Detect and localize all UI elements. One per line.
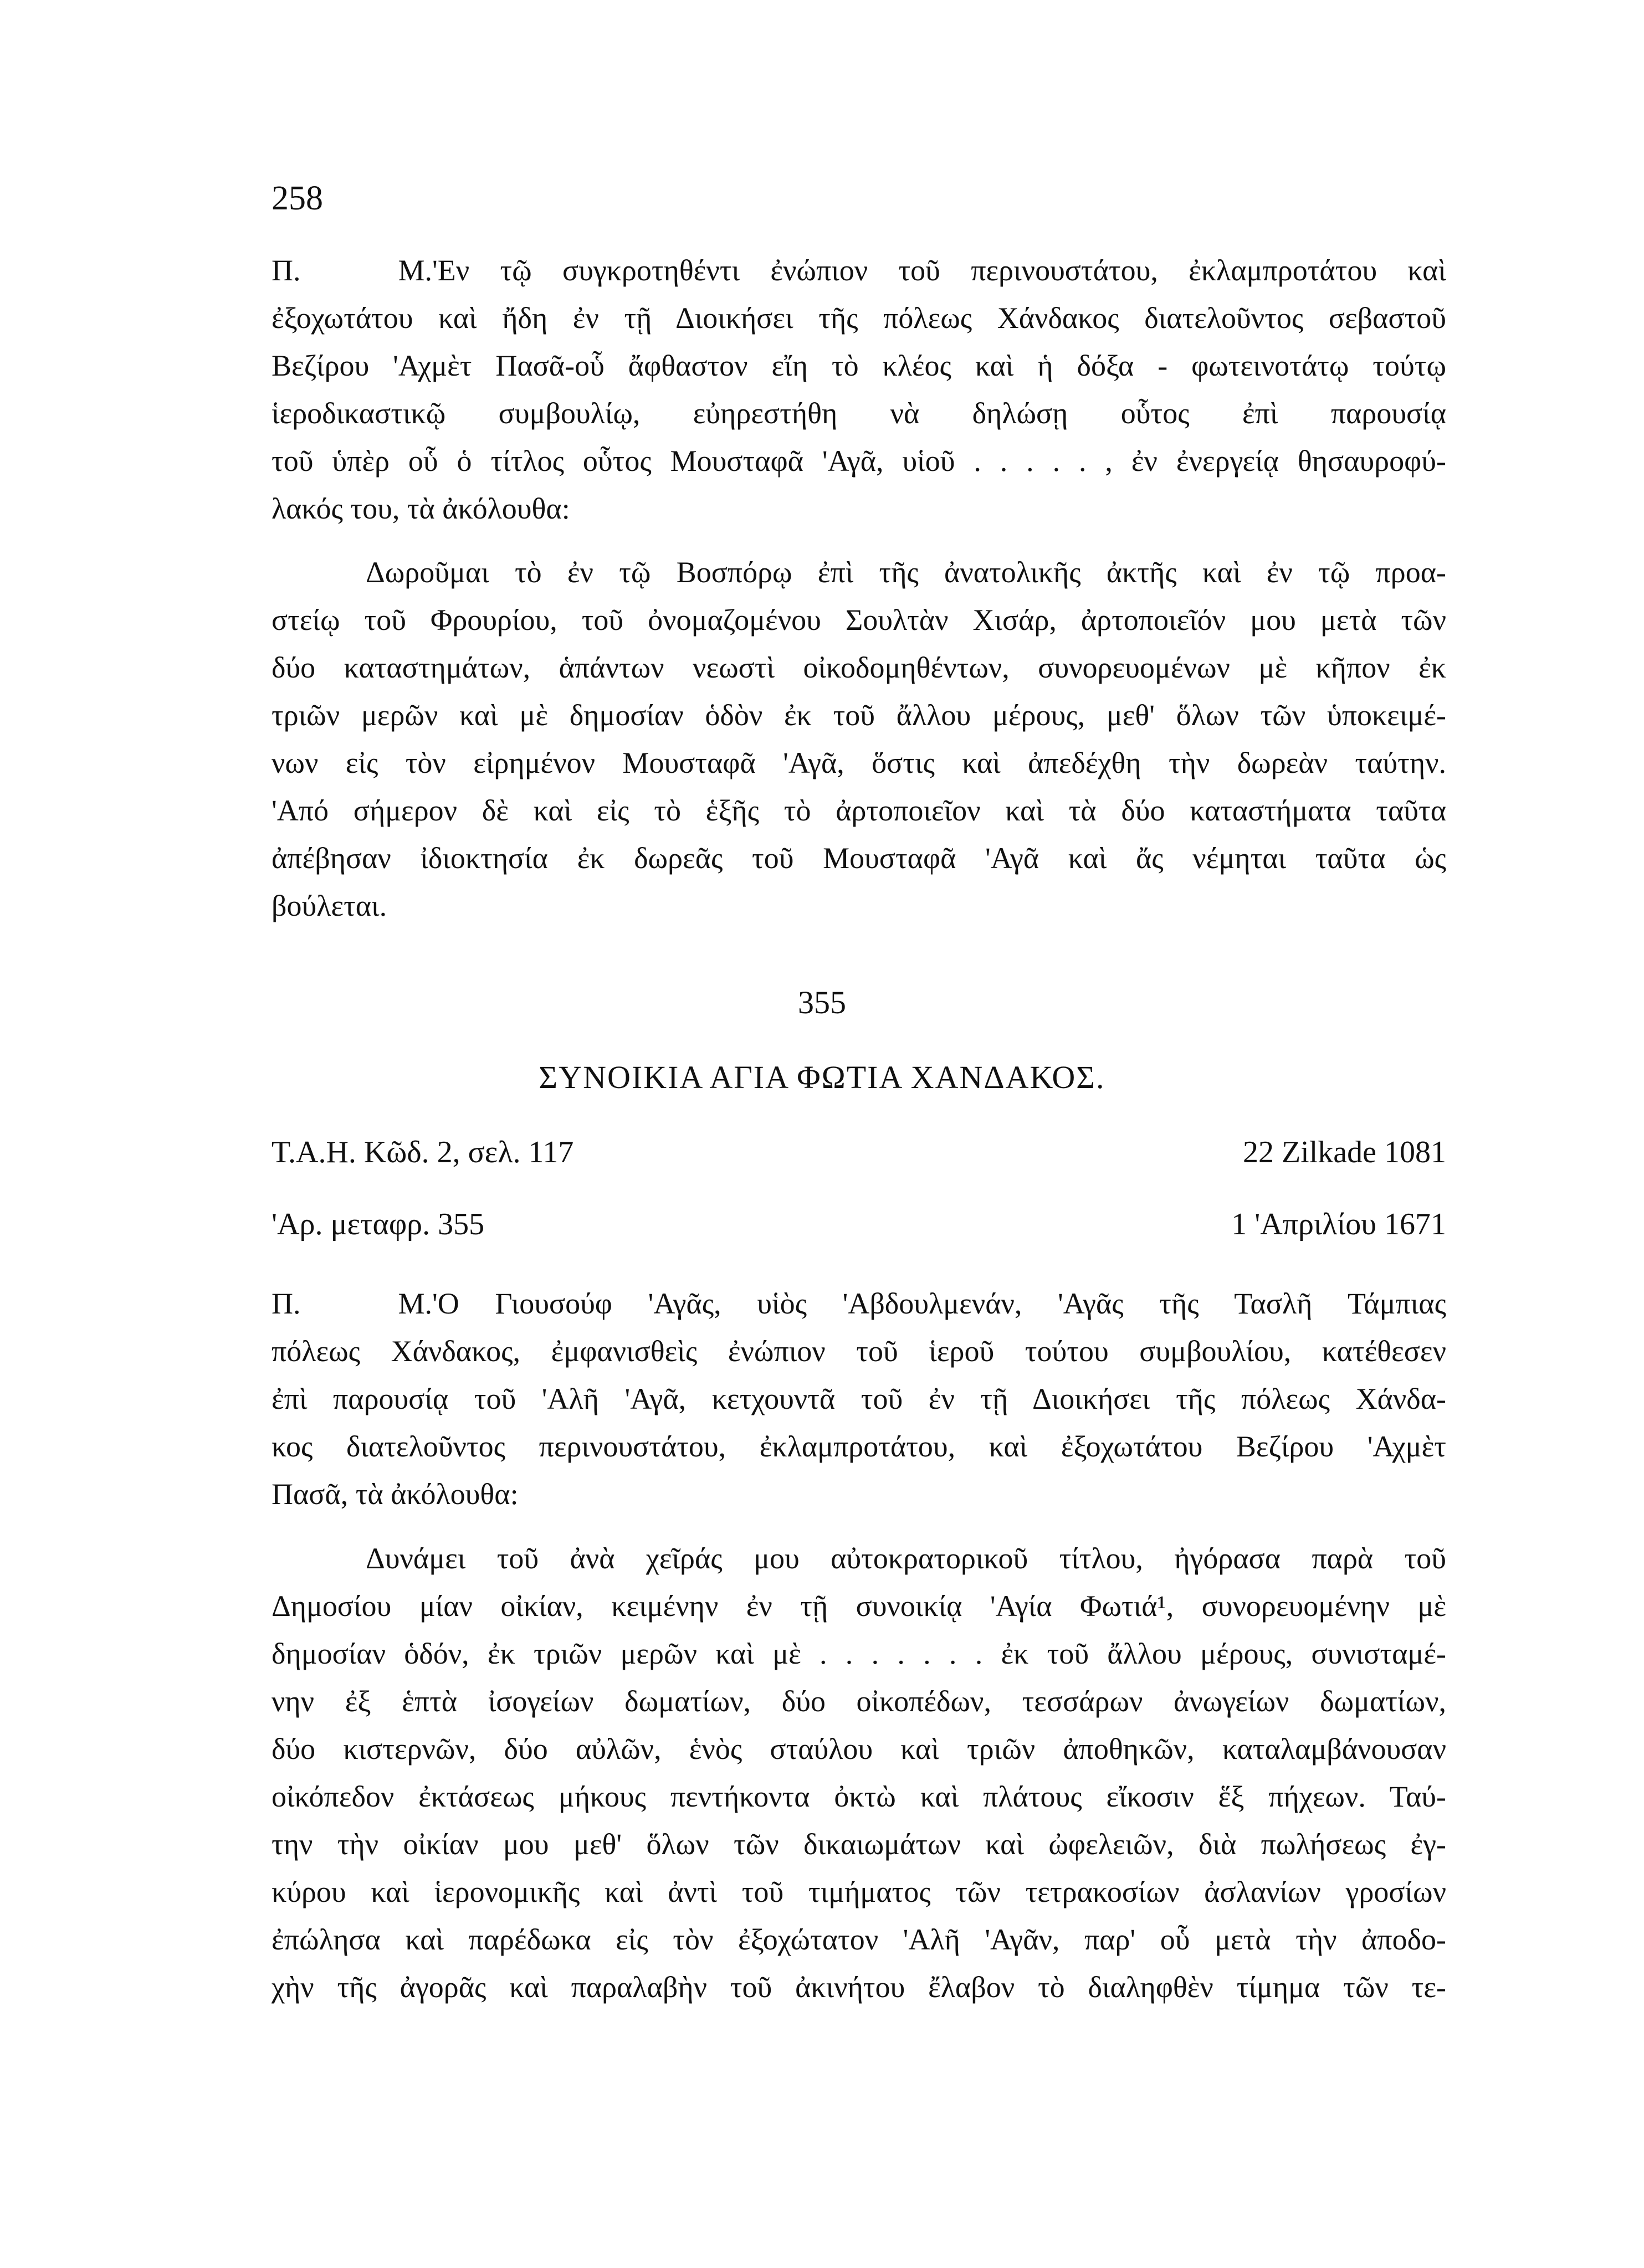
entry2-line-2: ἐπὶ παρουσίᾳ τοῦ 'Αλῆ 'Αγᾶ, κετχουντᾶ τοῦ ἐν τῇ Διοικήσει τῆς πόλεως Χάνδα- [272,1382,1446,1415]
entry2-label: Π. Μ. [272,1287,432,1320]
translation-number: 'Αρ. μεταφρ. 355 [272,1207,485,1241]
page-number: 258 [272,179,323,217]
quote2-line-6: την τὴν οἰκίαν μου μεθ' ὅλων τῶν δικαιωμάτων καὶ ὠφελειῶν, διὰ πωλήσεως ἐγ- [272,1828,1446,1861]
entry2-line-3: κος διατελοῦντος περινουστάτου, ἐκλαμπροτάτου, καὶ ἐξοχωτάτου Βεζίρου 'Αχμὲτ [272,1430,1446,1463]
quote2-line-2: δημοσίαν ὁδόν, ἐκ τριῶν μερῶν καὶ μὲ . . . . . . . ἐκ τοῦ ἄλλου μέρους, συνισταμέ- [272,1637,1446,1670]
quote1-line-1: στείῳ τοῦ Φρουρίου, τοῦ ὀνομαζομένου Σουλτὰν Χισάρ, ἀρτοποιεῖόν μου μετὰ τῶν [272,603,1446,637]
entry1-line-1: ἐξοχωτάτου καὶ ἤδη ἐν τῇ Διοικήσει τῆς πόλεως Χάνδακος διατελοῦντος σεβαστοῦ [272,301,1446,335]
quote-paragraph-1 [272,548,1446,930]
reference-row-2 [272,1202,1446,1246]
reference-row-1 [272,1130,1446,1174]
entry1-line-5: λακός του, τὰ ἀκόλουθα: [272,492,570,525]
entry1-text-0: 'Εν τῷ συγκροτηθέντι ἐνώπιον τοῦ περινουστάτου, ἐκλαμπροτάτου καὶ [432,254,1446,287]
quote2-line-8: ἐπώλησα καὶ παρέδωκα εἰς τὸν ἐξοχώτατον 'Αλῆ 'Αγᾶν, παρ' οὗ μετὰ τὴν ἀποδο- [272,1923,1446,1956]
entry2-line-1: πόλεως Χάνδακος, ἐμφανισθεὶς ἐνώπιον τοῦ ἱεροῦ τούτου συμβουλίου, κατέθεσεν [272,1335,1446,1368]
quote2-line-9: χὴν τῆς ἀγορᾶς καὶ παραλαβὴν τοῦ ἀκινήτου ἔλαβον τὸ διαληφθὲν τίμημα τῶν τε- [272,1971,1446,2004]
entry2-line-4: Πασᾶ, τὰ ἀκόλουθα: [272,1477,519,1511]
entry-paragraph-2 [272,1280,1446,1518]
quote1-line-2: δύο καταστημάτων, ἁπάντων νεωστὶ οἰκοδομηθέντων, συνορευομένων μὲ κῆπον ἐκ [272,651,1446,684]
entry1-line-4: τοῦ ὑπὲρ οὗ ὁ τίτλος οὗτος Μουσταφᾶ 'Αγᾶ, υἱοῦ . . . . . , ἐν ἐνεργείᾳ θησαυροφύ- [272,444,1446,478]
quote2-line-5: οἰκόπεδον ἐκτάσεως μήκους πεντήκοντα ὀκτὼ καὶ πλάτους εἴκοσιν ἕξ πήχεων. Ταύ- [272,1780,1446,1813]
entry1-line-0 [272,247,1446,294]
document-number: 355 [798,984,846,1020]
hijri-date: 22 Zilkade 1081 [1242,1135,1446,1169]
gregorian-date: 1 'Απριλίου 1671 [1231,1207,1446,1241]
entry1-line-3: ἱεροδικαστικῷ συμβουλίῳ, εὐηρεστήθη νὰ δηλώσῃ οὗτος ἐπὶ παρουσίᾳ [272,397,1446,430]
quote1-line-4: νων εἰς τὸν εἰρημένον Μουσταφᾶ 'Αγᾶ, ὅστις καὶ ἀπεδέχθη τὴν δωρεὰν ταύτην. [272,746,1446,779]
quote2-line-3: νην ἐξ ἑπτὰ ἰσογείων δωματίων, δύο οἰκοπέδων, τεσσάρων ἀνωγείων δωματίων, [272,1685,1446,1718]
quote2-line-4: δύο κιστερνῶν, δύο αὐλῶν, ἑνὸς σταύλου καὶ τριῶν ἀποθηκῶν, καταλαμβάνουσαν [272,1732,1446,1766]
quote1-line-0: Δωροῦμαι τὸ ἐν τῷ Βοσπόρῳ ἐπὶ τῆς ἀνατολικῆς ἀκτῆς καὶ ἐν τῷ προα- [366,556,1446,589]
quote2-line-1: Δημοσίου μίαν οἰκίαν, κειμένην ἐν τῇ συνοικίᾳ 'Αγία Φωτιά¹, συνορευομένην μὲ [272,1589,1446,1623]
quote2-line-0: Δυνάμει τοῦ ἀνὰ χεῖράς μου αὐτοκρατορικοῦ τίτλου, ἠγόρασα παρὰ τοῦ [366,1542,1446,1575]
quote1-line-6: ἀπέβησαν ἰδιοκτησία ἐκ δωρεᾶς τοῦ Μουσταφᾶ 'Αγᾶ καὶ ἄς νέμηται ταῦτα ὡς [272,841,1446,875]
quote1-line-3: τριῶν μερῶν καὶ μὲ δημοσίαν ὁδὸν ἐκ τοῦ ἄλλου μέρους, μεθ' ὅλων τῶν ὑποκειμέ- [272,699,1446,732]
archive-reference: Τ.Α.Η. Κῶδ. 2, σελ. 117 [272,1135,574,1169]
quote1-line-7: βούλεται. [272,889,387,922]
entry1-label: Π. Μ. [272,254,432,287]
quote2-line-7: κύρου καὶ ἱερονομικῆς καὶ ἀντὶ τοῦ τιμήματος τῶν τετρακοσίων ἀσλανίων γροσίων [272,1875,1446,1908]
quote-paragraph-2 [272,1535,1446,2011]
entry-paragraph-1 [272,247,1446,532]
entry1-line-2: Βεζίρου 'Αχμὲτ Πασᾶ-οὗ ἄφθαστον εἴη τὸ κλέος καὶ ἡ δόξα - φωτεινοτάτῳ τούτῳ [272,349,1446,382]
document-title: ΣΥΝΟΙΚΙΑ ΑΓΙΑ ΦΩΤΙΑ ΧΑΝΔΑΚΟΣ. [539,1059,1105,1095]
quote1-line-5: 'Από σήμερον δὲ καὶ εἰς τὸ ἑξῆς τὸ ἀρτοποιεῖον καὶ τὰ δύο καταστήματα ταῦτα [272,794,1446,827]
entry2-line-0 [272,1280,1446,1327]
entry2-text-0: 'Ο Γιουσούφ 'Αγᾶς, υἱὸς 'Αβδουλμενάν, 'Αγᾶς τῆς Τασλῆ Τάμπιας [432,1287,1446,1320]
